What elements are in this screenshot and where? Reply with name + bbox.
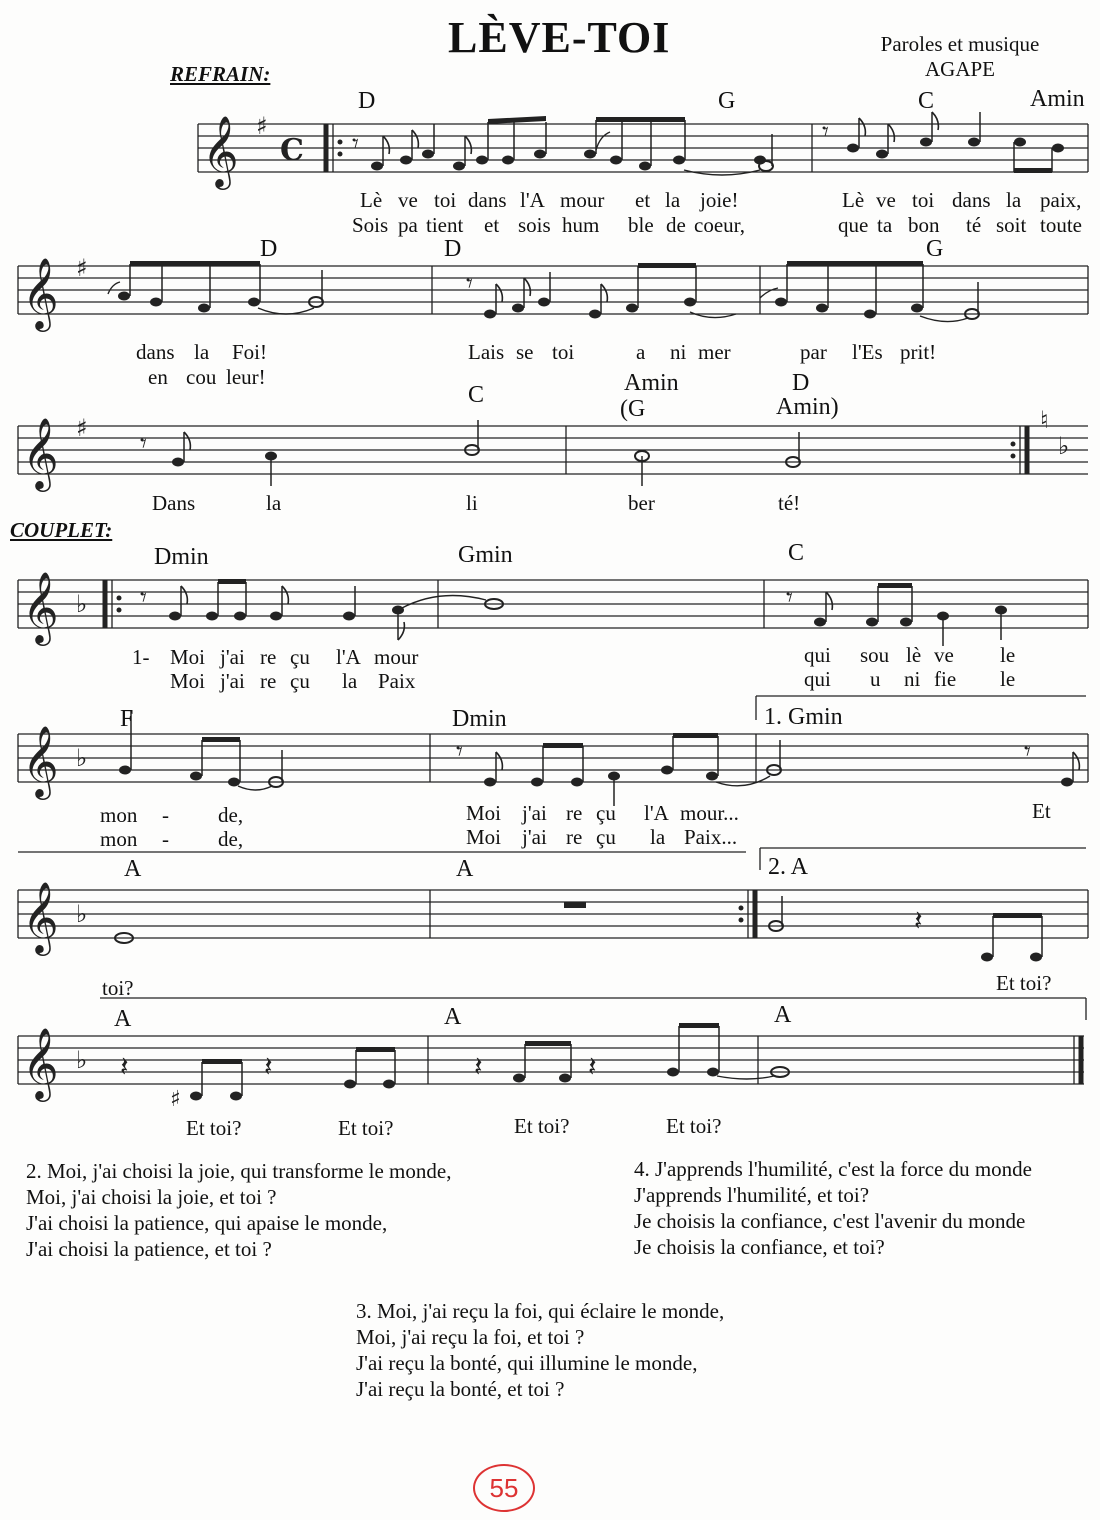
verse-3: 3. Moi, j'ai reçu la foi, qui éclaire le monde, Moi, j'ai reçu la foi, et toi ? J'ai reçu la bonté, qui illumine le monde, J'ai reçu la bonté, et toi ? bbox=[356, 1299, 725, 1401]
credit-line-1: Paroles et musique bbox=[880, 32, 1040, 56]
staff-5 bbox=[18, 696, 1088, 782]
chord: Amin bbox=[624, 370, 679, 396]
sharp-icon: ♯ bbox=[76, 414, 88, 442]
chord: C bbox=[468, 382, 485, 408]
svg-text:𝄾: 𝄾 bbox=[140, 429, 147, 459]
common-time-icon: C bbox=[280, 133, 304, 168]
svg-text:𝄾: 𝄾 bbox=[1024, 737, 1031, 767]
lyric-et-toi: Et toi? bbox=[996, 971, 1052, 995]
chord: C bbox=[788, 540, 805, 566]
staff-4 bbox=[18, 580, 1088, 628]
chord: G bbox=[926, 236, 944, 262]
chord: D bbox=[358, 88, 376, 114]
svg-text:𝄾: 𝄾 bbox=[466, 269, 473, 299]
chord: A bbox=[124, 856, 142, 882]
treble-clef-icon: 𝄞 bbox=[22, 1026, 59, 1099]
natural-icon: ♮ bbox=[1040, 406, 1049, 434]
chord: A bbox=[774, 1002, 792, 1028]
treble-clef-icon: 𝄞 bbox=[22, 256, 59, 329]
sharp-icon: ♯ bbox=[76, 254, 88, 282]
svg-text:𝄾: 𝄾 bbox=[822, 117, 829, 147]
chord: A bbox=[444, 1004, 462, 1030]
song-title: LÈVE-TOI bbox=[448, 13, 671, 62]
svg-text:𝄽: 𝄽 bbox=[264, 1050, 273, 1083]
svg-text:𝄽: 𝄽 bbox=[474, 1050, 483, 1083]
svg-text:𝄽: 𝄽 bbox=[120, 1050, 129, 1083]
svg-text:𝄾: 𝄾 bbox=[140, 583, 147, 613]
svg-text:𝄾: 𝄾 bbox=[456, 737, 463, 767]
svg-text:♯: ♯ bbox=[170, 1087, 181, 1112]
treble-clef-icon: 𝄞 bbox=[202, 114, 239, 187]
chord: Gmin bbox=[458, 542, 513, 568]
verse-4: 4. J'apprends l'humilité, c'est la force du monde J'apprends l'humilité, et toi? Je choisis la confiance, c'est l'avenir du monde Je choisis la confiance, et toi? bbox=[634, 1157, 1032, 1259]
chord: C bbox=[918, 88, 935, 114]
staff-3 bbox=[18, 426, 1088, 474]
chord: Dmin bbox=[452, 706, 507, 732]
chord: F bbox=[120, 706, 134, 732]
ending-1-chord: 1. Gmin bbox=[764, 704, 843, 730]
chord: A bbox=[456, 856, 474, 882]
chord: Amin bbox=[1030, 86, 1085, 112]
chord-alt: Amin) bbox=[776, 394, 839, 420]
svg-text:𝄽: 𝄽 bbox=[914, 904, 923, 937]
treble-clef-icon: 𝄞 bbox=[22, 570, 59, 643]
treble-clef-icon: 𝄞 bbox=[22, 880, 59, 953]
chord: G bbox=[718, 88, 736, 114]
ending-2-chord: 2. A bbox=[768, 854, 809, 880]
flat-icon: ♭ bbox=[76, 900, 88, 928]
chord: A bbox=[114, 1006, 132, 1032]
flat-icon: ♭ bbox=[1058, 432, 1070, 460]
chord: Dmin bbox=[154, 544, 209, 570]
svg-text:𝄽: 𝄽 bbox=[588, 1050, 597, 1083]
refrain-heading: REFRAIN: bbox=[170, 62, 271, 86]
svg-text:𝄾: 𝄾 bbox=[352, 129, 359, 159]
credit-line-2: AGAPE bbox=[924, 57, 995, 81]
chord-alt: (G bbox=[620, 396, 646, 422]
flat-icon: ♭ bbox=[76, 744, 88, 772]
svg-text:𝄾: 𝄾 bbox=[786, 583, 793, 613]
lyric-toi: toi? bbox=[102, 976, 134, 1000]
treble-clef-icon: 𝄞 bbox=[22, 724, 59, 797]
treble-clef-icon: 𝄞 bbox=[22, 416, 59, 489]
verse-2: 2. Moi, j'ai choisi la joie, qui transforme le monde, Moi, j'ai choisi la joie, et toi ? J'ai choisi la patience, qui apaise le monde, J'ai choisi la patience, et toi ? bbox=[26, 1159, 452, 1261]
staff-6 bbox=[18, 848, 1088, 1020]
couplet-heading: COUPLET: bbox=[10, 518, 113, 542]
flat-icon: ♭ bbox=[76, 1046, 88, 1074]
sharp-icon: ♯ bbox=[256, 112, 268, 140]
chord: D bbox=[260, 236, 278, 262]
page-number: 55 bbox=[473, 1464, 535, 1512]
flat-icon: ♭ bbox=[76, 590, 88, 618]
staff-2 bbox=[18, 266, 1088, 314]
chord: D bbox=[444, 236, 462, 262]
chord: D bbox=[792, 370, 810, 396]
